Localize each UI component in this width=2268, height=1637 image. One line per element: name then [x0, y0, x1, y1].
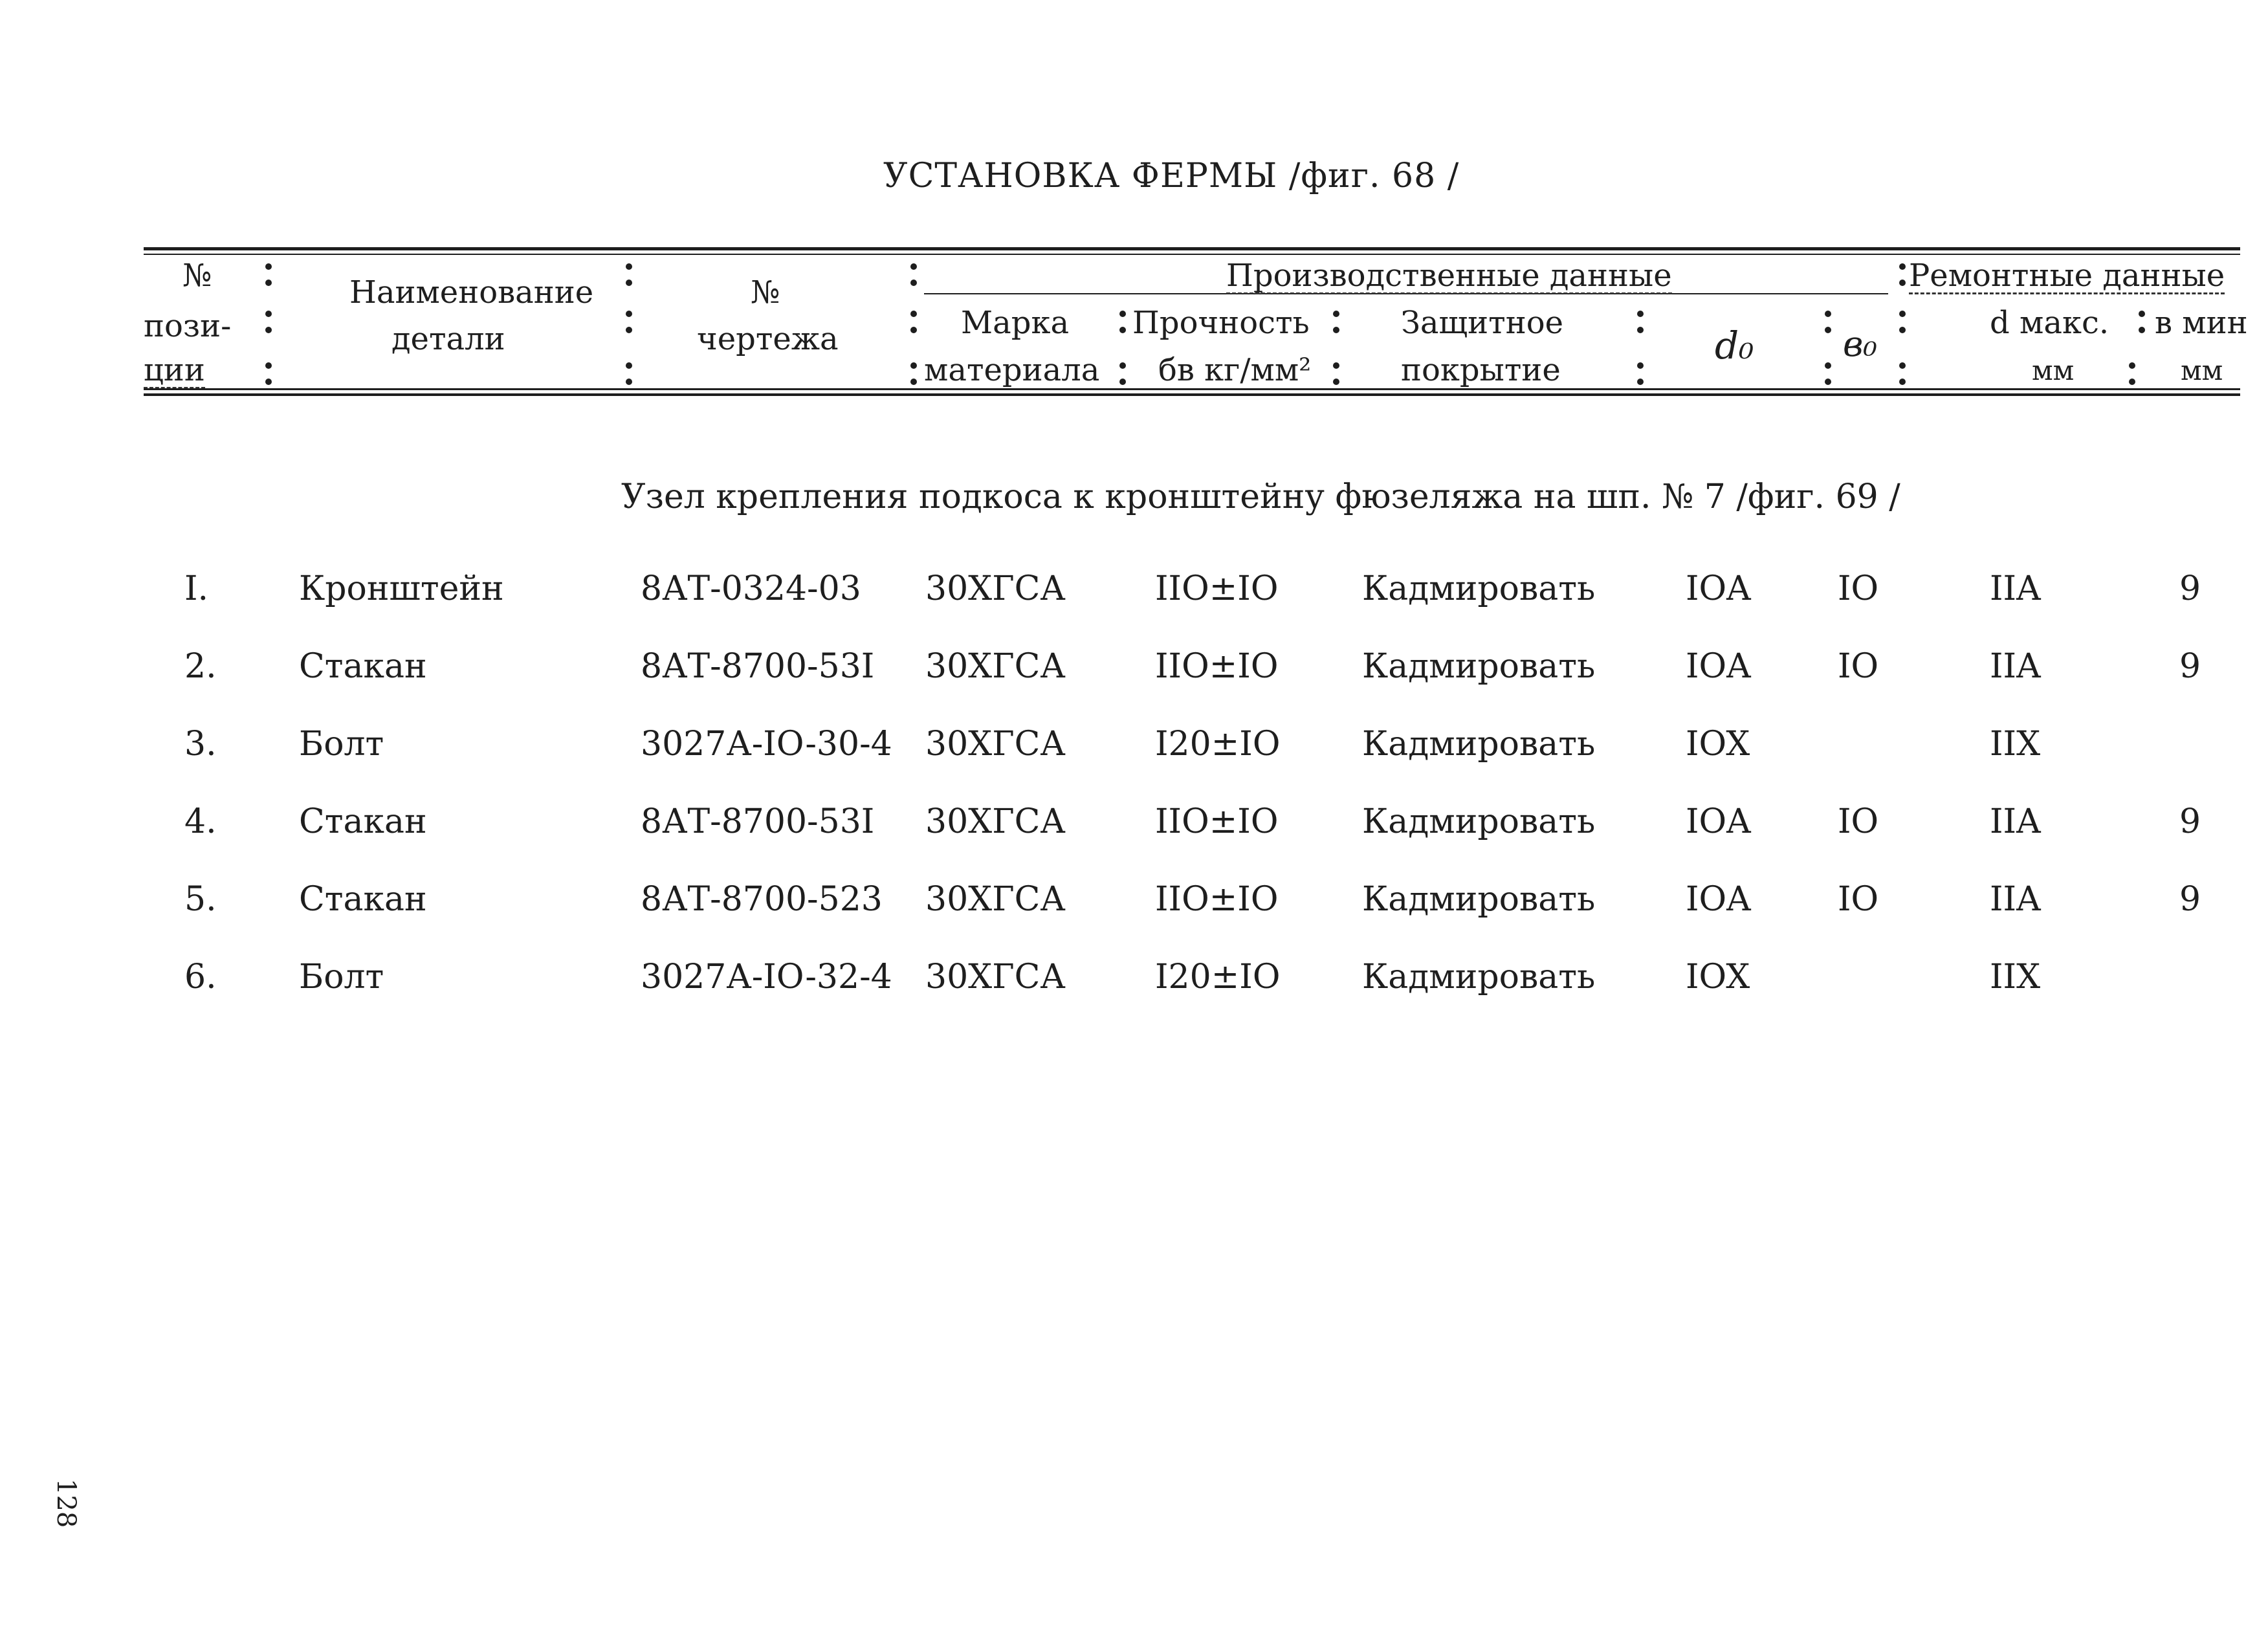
- cell-name: Болт: [299, 958, 384, 996]
- cell-drawing: 8АТ-8700-53I: [641, 802, 875, 841]
- page-title: УСТАНОВКА ФЕРМЫ /фиг. 68 /: [883, 157, 1460, 195]
- cell-drawing: 3027А-IO-32-4: [641, 958, 892, 996]
- cell-bmin: 9: [2179, 802, 2201, 841]
- cell-drawing: 8АТ-8700-53I: [641, 647, 875, 686]
- cell-b0: IO: [1838, 880, 1879, 919]
- cell-pos: I.: [184, 569, 209, 608]
- cell-dmax: IIA: [1990, 569, 2041, 608]
- cell-name: Стакан: [299, 647, 427, 686]
- cell-strength: IIO±IO: [1155, 647, 1279, 686]
- cell-b0: IO: [1838, 647, 1879, 686]
- cell-material: 30ХГСА: [925, 958, 1066, 996]
- cell-name: Кронштейн: [299, 569, 504, 608]
- cell-b0: IO: [1838, 569, 1879, 608]
- header-dmax-line1: d макс.: [1990, 305, 2109, 341]
- cell-d0: IOA: [1686, 802, 1751, 841]
- header-production-data: Производственные данные: [1226, 258, 1672, 294]
- header-pos-line3: ции: [144, 352, 205, 388]
- cell-drawing: 8АТ-8700-523: [641, 880, 883, 919]
- cell-pos: 3.: [184, 725, 217, 764]
- header-strength-line2: бв кг/мм²: [1158, 352, 1312, 388]
- cell-name: Стакан: [299, 802, 427, 841]
- header-dmax-line2: мм: [2032, 355, 2075, 386]
- cell-strength: I20±IO: [1155, 725, 1281, 764]
- header-material-line1: Марка: [961, 305, 1070, 341]
- cell-bmin: 9: [2179, 880, 2201, 919]
- cell-d0: IOA: [1686, 880, 1751, 919]
- header-coating-line1: Защитное: [1401, 305, 1563, 341]
- cell-drawing: 8АТ-0324-03: [641, 569, 861, 608]
- header-repair-data: Ремонтные данные: [1909, 258, 2225, 294]
- header-drawing-line1: №: [751, 274, 780, 311]
- header-d0: d₀: [1715, 324, 1754, 368]
- cell-coating: Кадмировать: [1362, 958, 1596, 996]
- cell-coating: Кадмировать: [1362, 647, 1596, 686]
- header-colon-separators: [0, 0, 2268, 401]
- cell-coating: Кадмировать: [1362, 569, 1596, 608]
- cell-strength: IIO±IO: [1155, 880, 1279, 919]
- cell-material: 30ХГСА: [925, 880, 1066, 919]
- cell-drawing: 3027А-IO-30-4: [641, 725, 892, 764]
- header-pos-line2: пози-: [144, 308, 232, 344]
- cell-coating: Кадмировать: [1362, 725, 1596, 764]
- cell-pos: 2.: [184, 647, 217, 686]
- cell-strength: I20±IO: [1155, 958, 1281, 996]
- header-pos-line1: №: [182, 258, 212, 294]
- cell-d0: IOX: [1686, 958, 1750, 996]
- cell-material: 30ХГСА: [925, 725, 1066, 764]
- cell-name: Стакан: [299, 880, 427, 919]
- header-b0: в₀: [1843, 324, 1878, 364]
- header-bmin-line1: в мин: [2155, 305, 2248, 341]
- cell-dmax: IIA: [1990, 802, 2041, 841]
- cell-d0: IOX: [1686, 725, 1750, 764]
- section-title: Узел крепления подкоса к кронштейну фюзеляжа на шп. № 7 /фиг. 69 /: [621, 478, 1900, 516]
- header-strength-line1: Прочность: [1132, 305, 1310, 341]
- cell-d0: IOA: [1686, 647, 1751, 686]
- header-name-line2: детали: [391, 321, 505, 357]
- header-material-line2: материала: [924, 352, 1100, 388]
- cell-coating: Кадмировать: [1362, 880, 1596, 919]
- cell-dmax: IIX: [1990, 958, 2041, 996]
- cell-coating: Кадмировать: [1362, 802, 1596, 841]
- cell-material: 30ХГСА: [925, 569, 1066, 608]
- header-drawing-line2: чертежа: [697, 321, 839, 357]
- cell-dmax: IIA: [1990, 880, 2041, 919]
- cell-name: Болт: [299, 725, 384, 764]
- cell-material: 30ХГСА: [925, 802, 1066, 841]
- header-name-line1: Наименование: [349, 274, 594, 311]
- cell-bmin: 9: [2179, 569, 2201, 608]
- cell-dmax: IIA: [1990, 647, 2041, 686]
- cell-pos: 5.: [184, 880, 217, 919]
- cell-d0: IOA: [1686, 569, 1751, 608]
- cell-dmax: IIX: [1990, 725, 2041, 764]
- cell-pos: 4.: [184, 802, 217, 841]
- header-bottom-rule: [144, 388, 2240, 390]
- header-bottom-rule-thick: [144, 393, 2240, 396]
- header-coating-line2: покрытие: [1401, 352, 1561, 388]
- cell-strength: IIO±IO: [1155, 569, 1279, 608]
- cell-b0: IO: [1838, 802, 1879, 841]
- cell-pos: 6.: [184, 958, 217, 996]
- cell-material: 30ХГСА: [925, 647, 1066, 686]
- page-number: 128: [51, 1478, 81, 1528]
- cell-bmin: 9: [2179, 647, 2201, 686]
- cell-strength: IIO±IO: [1155, 802, 1279, 841]
- header-bmin-line2: мм: [2181, 355, 2223, 386]
